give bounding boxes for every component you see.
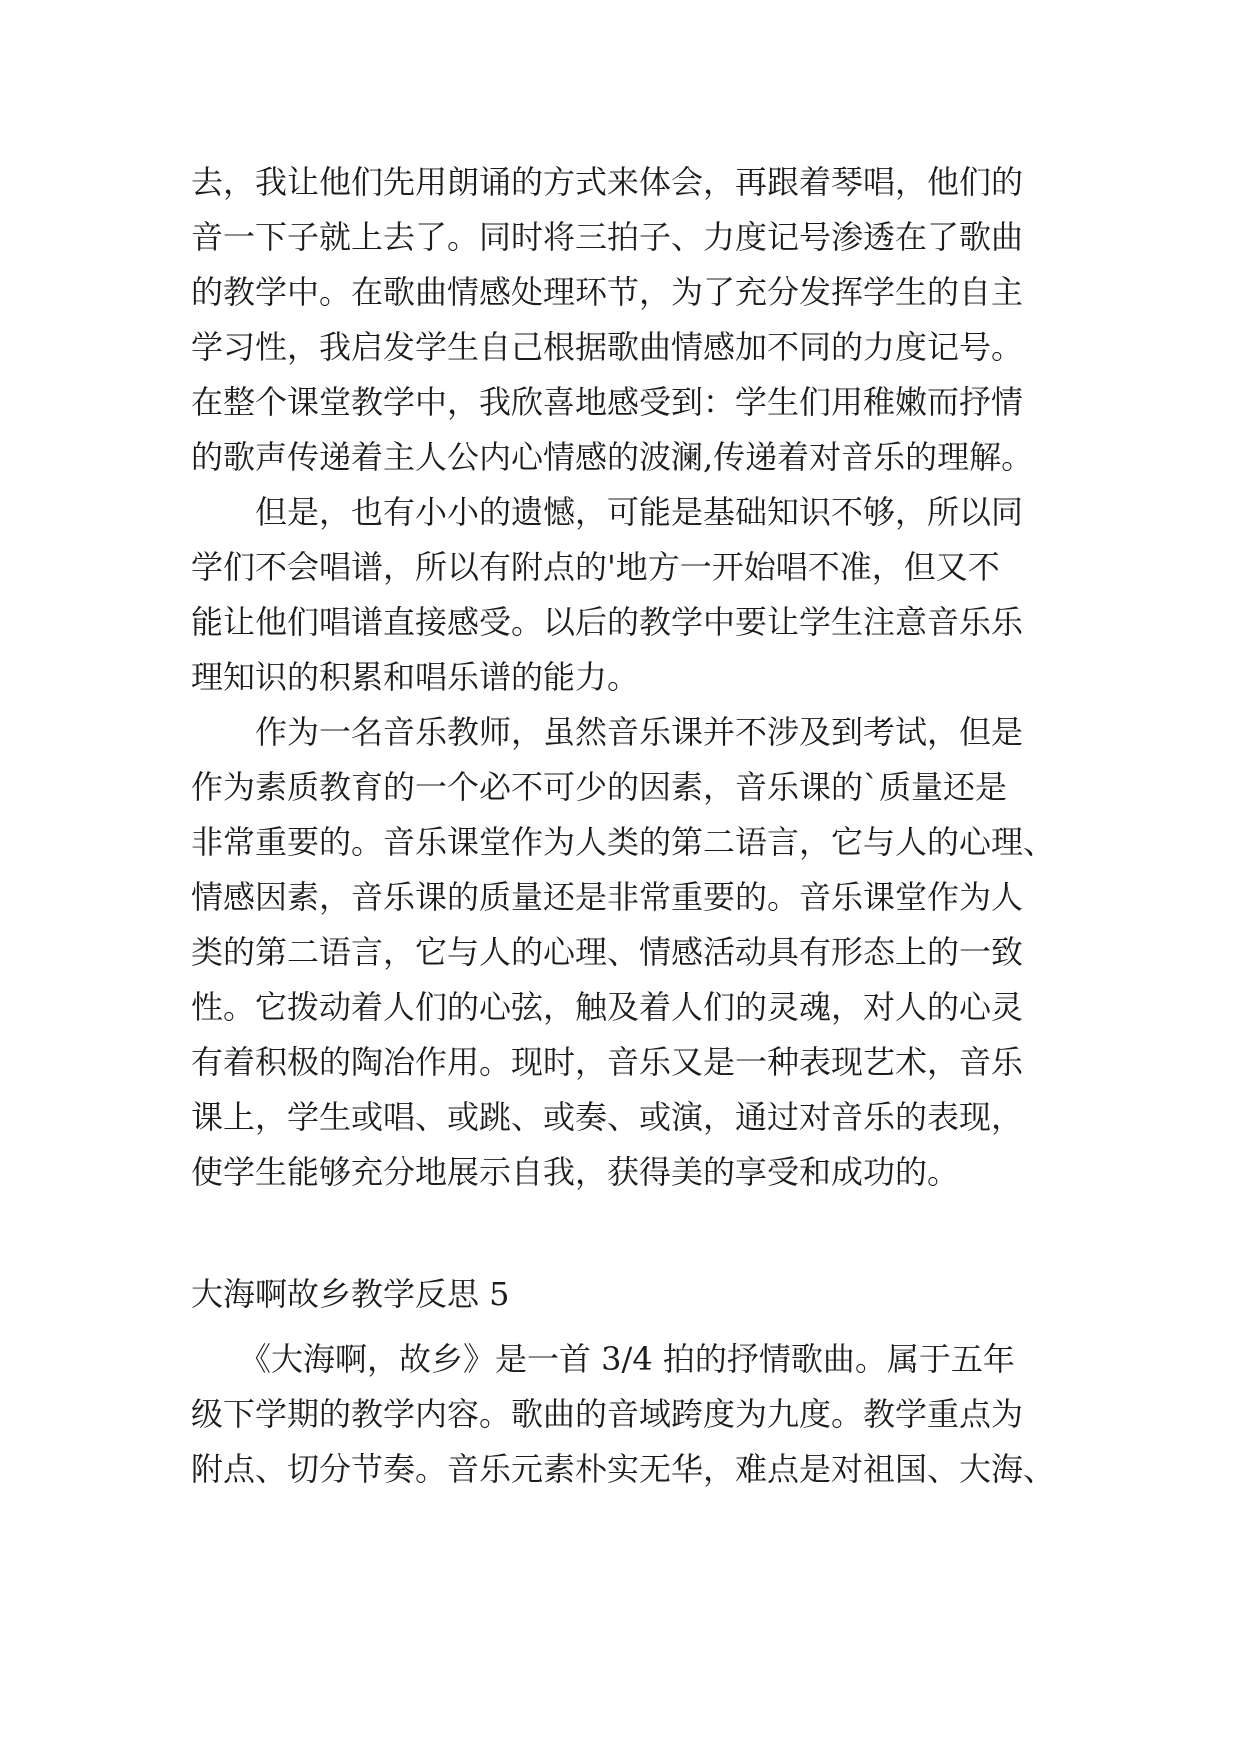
text-line: 使学生能够充分地展示自我，获得美的享受和成功的。 xyxy=(191,1153,960,1191)
text-line: 去，我让他们先用朗诵的方式来体会，再跟着琴唱，他们的 xyxy=(191,163,1024,201)
paragraph-3 xyxy=(191,705,1071,1200)
text-line: 类的第二语言，它与人的心理、情感活动具有形态上的一致 xyxy=(191,933,1024,971)
text-line: 附点、切分节奏。音乐元素朴实无华，难点是对祖国、大海、 xyxy=(191,1450,1056,1488)
text-line: 有着积极的陶冶作用。现时，音乐又是一种表现艺术，音乐 xyxy=(191,1043,1024,1081)
paragraph-1 xyxy=(191,155,1071,485)
text-line: 但是，也有小小的遗憾，可能是基础知识不够，所以同 xyxy=(191,493,1024,531)
text-line: 在整个课堂教学中，我欣喜地感受到：学生们用稚嫩而抒情 xyxy=(191,383,1024,421)
text-line: 《大海啊，故乡》是一首 3/4 拍的抒情歌曲。属于五年 xyxy=(191,1340,1015,1378)
paragraph-4 xyxy=(191,1332,1071,1497)
text-line: 级下学期的教学内容。歌曲的音域跨度为九度。教学重点为 xyxy=(191,1395,1024,1433)
text-line: 学习性，我启发学生自己根据歌曲情感加不同的力度记号。 xyxy=(191,328,1024,366)
text-line: 学们不会唱谱，所以有附点的'地方一开始唱不准，但又不 xyxy=(191,548,1000,586)
text-line: 的教学中。在歌曲情感处理环节，为了充分发挥学生的自主 xyxy=(191,273,1024,311)
text-line: 情感因素，音乐课的质量还是非常重要的。音乐课堂作为人 xyxy=(191,878,1024,916)
document-body xyxy=(191,155,1071,1497)
text-line: 作为一名音乐教师，虽然音乐课并不涉及到考试，但是 xyxy=(191,713,1024,751)
section-gap xyxy=(191,1200,1071,1257)
text-line: 性。它拨动着人们的心弦，触及着人们的灵魂，对人的心灵 xyxy=(191,988,1024,1026)
text-line: 理知识的积累和唱乐谱的能力。 xyxy=(191,658,640,696)
text-line: 能让他们唱谱直接感受。以后的教学中要让学生注意音乐乐 xyxy=(191,603,1024,641)
text-line: 的歌声传递着主人公内心情感的波澜,传递着对音乐的理解。 xyxy=(191,438,1034,476)
text-line: 非常重要的。音乐课堂作为人类的第二语言，它与人的心理、 xyxy=(191,823,1056,861)
text-line: 音一下子就上去了。同时将三拍子、力度记号渗透在了歌曲 xyxy=(191,218,1024,256)
paragraph-2 xyxy=(191,485,1071,705)
text-line: 课上，学生或唱、或跳、或奏、或演，通过对音乐的表现， xyxy=(191,1098,1024,1136)
section-heading: 大海啊故乡教学反思 5 xyxy=(191,1275,510,1313)
text-line: 作为素质教育的一个必不可少的因素，音乐课的`质量还是 xyxy=(191,768,1008,806)
